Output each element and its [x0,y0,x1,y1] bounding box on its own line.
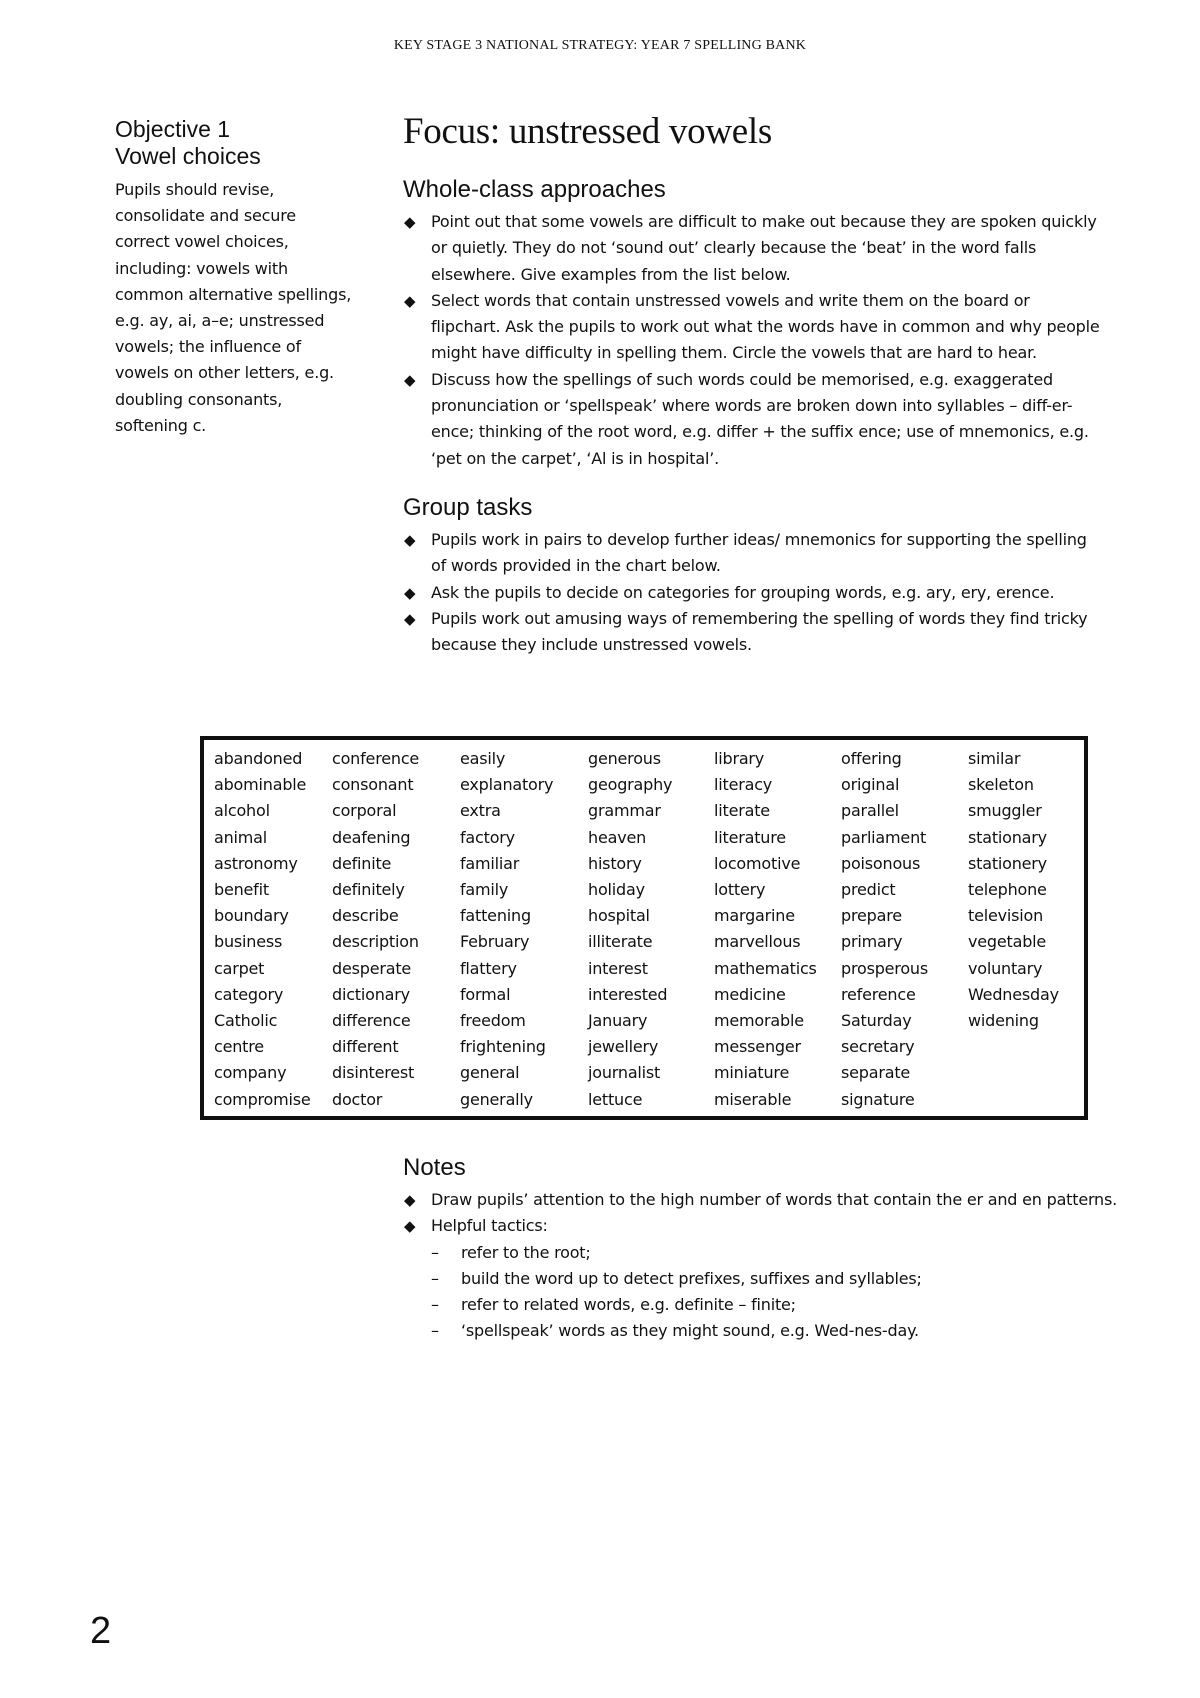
word-item: illiterate [588,932,653,952]
word-item: stationary [968,827,1047,847]
word-item: corporal [332,801,397,821]
whole-class-list [403,209,1103,472]
word-item: definite [332,853,392,873]
word-item: similar [968,749,1021,768]
diamond-bullet-icon: ◆ [404,370,416,389]
word-item: centre [214,1037,264,1057]
word-item: carpet [214,958,265,978]
dash-bullet-icon: – [431,1268,439,1288]
diamond-bullet-icon: ◆ [404,1191,416,1209]
word-item: category [214,984,284,1004]
list-item-text: Helpful tactics: [431,1216,548,1236]
page-title: Focus: unstressed vowels [403,111,772,152]
list-item-text: Select words that contain unstressed vowels and write them on the board or flipchart. Ask the pupils to work out what the words have in common and why people might have difficulty in spelling them. Circle the vowels that are hard to hear. [431,290,1100,363]
objective-sidebar [115,116,355,439]
group-tasks-heading: Group tasks [403,493,533,521]
tactic-item [431,1240,1123,1266]
dash-bullet-icon: – [431,1295,439,1315]
word-item: interested [588,984,668,1004]
word-item: familiar [460,853,520,873]
word-item: desperate [332,958,412,978]
word-item: smuggler [968,801,1042,821]
word-item: original [841,775,900,795]
word-item: poisonous [841,853,921,873]
word-item: miniature [714,1063,790,1083]
word-item: boundary [214,906,289,926]
word-item: parallel [841,801,899,821]
word-item: freedom [460,1011,526,1031]
word-item: primary [841,932,903,952]
word-item: lettuce [588,1089,643,1109]
word-item: stationery [968,853,1047,873]
word-item: February [460,932,530,952]
word-item: astronomy [214,853,298,873]
list-item [403,527,1103,580]
word-item: frightening [460,1037,546,1057]
word-item: alcohol [214,801,270,821]
page-number: 2 [90,1610,112,1652]
word-item: difference [332,1011,411,1031]
word-item: heaven [588,827,647,847]
dash-bullet-icon: – [431,1242,439,1262]
word-column [332,746,419,1113]
list-item [403,288,1103,367]
dash-bullet-icon: – [431,1321,439,1341]
word-item: telephone [968,880,1047,900]
word-item: fattening [460,906,531,926]
word-column [714,746,817,1113]
diamond-bullet-icon: ◆ [404,1217,416,1236]
notes-section [403,1153,1123,1345]
running-header: KEY STAGE 3 NATIONAL STRATEGY: YEAR 7 SPELLING BANK [393,38,807,53]
word-column [588,746,672,1113]
word-item: flattery [460,958,517,978]
list-item [403,1213,1123,1239]
word-item: deafening [332,827,411,847]
word-item: messenger [714,1037,801,1057]
objective-heading [115,116,355,170]
main-content [403,110,1103,658]
word-item: lottery [714,880,766,900]
diamond-bullet-icon: ◆ [404,530,416,549]
word-item: prosperous [841,958,929,978]
word-item: compromise [214,1089,311,1109]
word-item: library [714,749,765,768]
word-item: separate [841,1063,911,1083]
diamond-bullet-icon: ◆ [404,583,416,602]
word-item: Saturday [841,1011,912,1031]
word-item: television [968,906,1044,926]
diamond-bullet-icon: ◆ [404,213,416,231]
word-item: family [460,880,509,900]
word-item: describe [332,906,399,926]
word-item: explanatory [460,775,554,795]
tactic-item [431,1318,1123,1344]
word-item: interest [588,958,648,978]
word-item: extra [460,801,501,821]
word-item: abominable [214,775,307,795]
diamond-bullet-icon: ◆ [404,291,416,310]
diamond-bullet-icon: ◆ [404,609,416,628]
list-item [403,580,1103,606]
list-item [403,1187,1123,1213]
list-item [403,209,1103,288]
word-item: holiday [588,880,645,900]
word-item: doctor [332,1089,383,1109]
tactics-list [403,1240,1123,1345]
word-item: predict [841,880,896,900]
whole-class-heading: Whole-class approaches [403,176,666,203]
word-item: different [332,1037,399,1057]
list-item-text: Ask the pupils to decide on categories for grouping words, e.g. ary, ery, erence. [431,582,1055,602]
word-item: vegetable [968,932,1047,952]
list-item [403,367,1103,472]
word-column [460,746,553,1113]
word-item: factory [460,827,515,847]
word-item: miserable [714,1089,792,1109]
word-item: memorable [714,1011,804,1031]
word-column [214,746,311,1113]
objective-subtitle: Vowel choices [115,143,261,169]
word-item: conference [332,749,420,768]
word-item: offering [841,749,902,768]
word-item: prepare [841,906,902,926]
word-item: margarine [714,906,795,926]
word-item: parliament [841,827,927,847]
word-item: jewellery [588,1037,659,1057]
word-item: geography [588,775,673,795]
notes-heading: Notes [403,1154,466,1181]
word-item: company [214,1063,287,1083]
word-item: reference [841,984,916,1004]
word-item: formal [460,984,511,1004]
group-tasks-section [403,493,1103,658]
word-item: easily [460,749,506,768]
tactic-text: build the word up to detect prefixes, suffixes and syllables; [461,1268,922,1288]
word-item: abandoned [214,749,303,768]
word-item: generally [460,1089,533,1109]
tactic-item [431,1266,1123,1292]
word-item: disinterest [332,1063,415,1083]
word-item: skeleton [968,775,1034,795]
word-item: Catholic [214,1011,278,1031]
word-item: signature [841,1089,915,1109]
list-item-text: Draw pupils’ attention to the high number of words that contain the er and en patterns. [431,1190,1118,1209]
list-item-text: Pupils work in pairs to develop further ideas/ mnemonics for supporting the spelling of words provided in the chart below. [431,529,1087,576]
word-item: marvellous [714,932,801,952]
notes-list [403,1187,1123,1240]
tactic-text: ‘spellspeak’ words as they might sound, e.g. Wed-nes-day. [461,1321,919,1341]
word-item: consonant [332,775,414,795]
whole-class-section [403,175,1103,472]
word-item: literate [714,801,770,821]
list-item-text: Pupils work out amusing ways of remembering the spelling of words they find tricky because they include unstressed vowels. [431,608,1088,655]
word-item: widening [968,1011,1039,1031]
list-item-text: Point out that some vowels are difficult to make out because they are spoken quickly or quietly. They do not ‘sound out’ clearly because the ‘beat’ in the word falls elsewhere. Give examples from the list below. [431,212,1097,284]
tactic-text: refer to the root; [461,1242,591,1262]
objective-description: Pupils should revise, consolidate and secure correct vowel choices, including: vowels with common alternative spellings, e.g. ay, ai, a–e; unstressed vowels; the influence of vowels on other letters, e.g. doubling consonants, softening c. [115,180,352,435]
objective-number: Objective 1 [115,116,231,142]
word-item: mathematics [714,958,817,978]
word-item: business [214,932,283,952]
list-item [403,606,1103,659]
word-item: history [588,853,642,873]
word-item: dictionary [332,984,410,1004]
word-column [841,746,928,1113]
word-item: animal [214,827,268,847]
word-item: secretary [841,1037,915,1057]
word-item: general [460,1063,520,1083]
word-column [968,746,1059,1034]
word-item: definitely [332,880,405,900]
word-item: locomotive [714,853,801,873]
word-item: Wednesday [968,984,1059,1004]
word-item: generous [588,749,661,768]
word-item: hospital [588,906,650,926]
word-item: literacy [714,775,773,795]
word-item: literature [714,827,786,847]
word-item: grammar [588,801,661,821]
list-item-text: Discuss how the spellings of such words could be memorised, e.g. exaggerated pronunciation or ‘spellspeak’ where words are broken down into syllables – diff-er-ence; thinking of the root word, e.g. differ + the suffix ence; use of mnemonics, e.g. ‘pet on the carpet’, ‘Al is in hospital’. [431,369,1089,468]
tactic-text: refer to related words, e.g. definite – finite; [461,1295,796,1315]
word-item: benefit [214,880,269,900]
word-item: journalist [588,1063,661,1083]
tactic-item [431,1292,1123,1318]
word-item: January [588,1011,648,1031]
word-item: voluntary [968,958,1043,978]
word-item: description [332,932,419,952]
word-item: medicine [714,984,786,1004]
group-tasks-list [403,527,1103,658]
